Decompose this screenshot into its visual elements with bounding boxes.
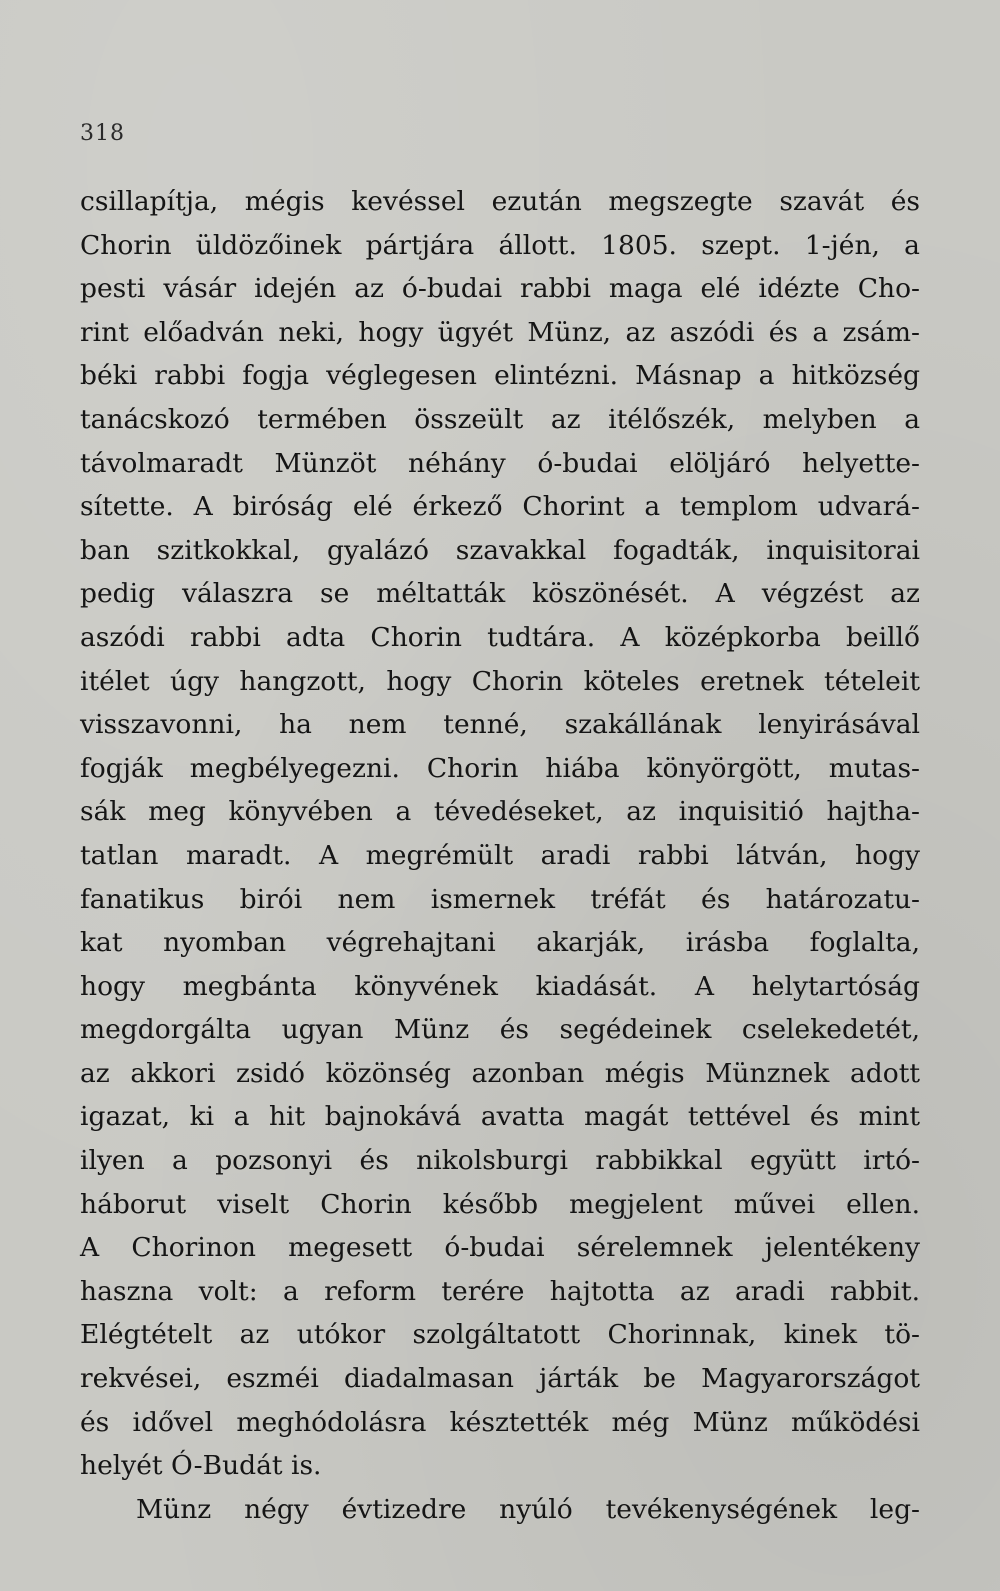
text-line: sítette. A biróság elé érkező Chorint a templom udvará- bbox=[80, 491, 920, 523]
text-line: Elégtételt az utókor szolgáltatott Chorinnak, kinek tö- bbox=[80, 1319, 920, 1351]
text-line: Chorin üldözőinek pártjára állott. 1805. szept. 1-jén, a bbox=[80, 229, 920, 261]
text-line: béki rabbi fogja véglegesen elintézni. Másnap a hitközség bbox=[80, 360, 920, 392]
text-line: haszna volt: a reform terére hajtotta az aradi rabbit. bbox=[80, 1275, 920, 1307]
text-line: aszódi rabbi adta Chorin tudtára. A középkorba beillő bbox=[80, 621, 920, 653]
text-line: hogy megbánta könyvének kiadását. A helytartóság bbox=[80, 970, 920, 1002]
text-line: pedig válaszra se méltatták köszönését. A végzést az bbox=[80, 578, 920, 610]
text-line: és idővel meghódolásra késztették még Münz működési bbox=[80, 1406, 920, 1438]
text-line: visszavonni, ha nem tenné, szakállának lenyirásával bbox=[80, 709, 920, 741]
text-line: ilyen a pozsonyi és nikolsburgi rabbikkal együtt irtó- bbox=[80, 1145, 920, 1177]
text-line: ban szitkokkal, gyalázó szavakkal fogadták, inquisitorai bbox=[80, 534, 920, 566]
text-line: tatlan maradt. A megrémült aradi rabbi látván, hogy bbox=[80, 839, 920, 871]
text-line: távolmaradt Münzöt néhány ó-budai elöljáró helyette- bbox=[80, 447, 920, 479]
text-line: fanatikus birói nem ismernek tréfát és határozatu- bbox=[80, 883, 920, 915]
text-line: rekvései, eszméi diadalmasan járták be Magyarországot bbox=[80, 1363, 920, 1395]
text-line: csillapítja, mégis kevéssel ezután megszegte szavát és bbox=[80, 186, 920, 217]
text-line: itélet úgy hangzott, hogy Chorin köteles eretnek tételeit bbox=[80, 665, 920, 697]
text-line: tanácskozó termében összeült az itélőszék, melyben a bbox=[80, 403, 920, 435]
paragraph-end-line: helyét Ó-Budát is. bbox=[80, 1450, 322, 1482]
page-number: 318 bbox=[80, 121, 125, 146]
text-line: megdorgálta ugyan Münz és segédeinek cselekedetét, bbox=[80, 1014, 920, 1046]
paragraph-start-line: Münz négy évtizedre nyúló tevékenységének leg- bbox=[136, 1493, 920, 1525]
text-line: pesti vásár idején az ó-budai rabbi maga elé idézte Cho- bbox=[80, 273, 920, 305]
text-line: fogják megbélyegezni. Chorin hiába könyörgött, mutas- bbox=[80, 752, 920, 784]
text-line: rint előadván neki, hogy ügyét Münz, az aszódi és a zsám- bbox=[80, 316, 920, 348]
text-line: kat nyomban végrehajtani akarják, irásba foglalta, bbox=[80, 927, 920, 959]
text-line: háborut viselt Chorin később megjelent művei ellen. bbox=[80, 1188, 920, 1220]
text-line: sák meg könyvében a tévedéseket, az inquisitió hajtha- bbox=[80, 796, 920, 828]
text-line: A Chorinon megesett ó-budai sérelemnek jelentékeny bbox=[80, 1232, 920, 1264]
body-text bbox=[80, 180, 920, 1531]
text-line: igazat, ki a hit bajnokává avatta magát tettével és mint bbox=[80, 1101, 920, 1133]
text-line: az akkori zsidó közönség azonban mégis Münznek adott bbox=[80, 1057, 920, 1089]
